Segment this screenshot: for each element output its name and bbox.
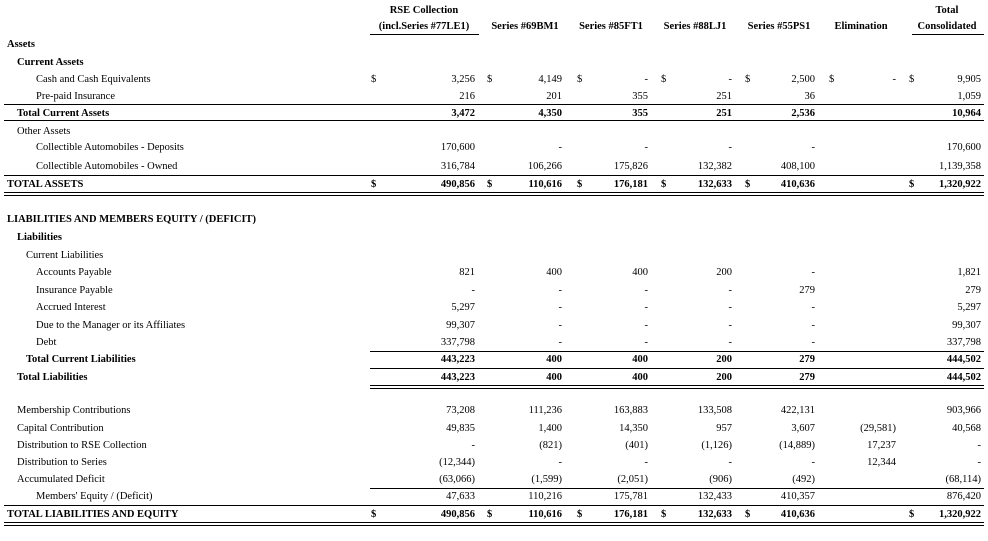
row-label: Distribution to RSE Collection — [17, 440, 147, 451]
cell-total: 337,798 — [946, 337, 981, 348]
currency-symbol: $ — [661, 179, 667, 190]
rule-line — [4, 175, 984, 176]
cell-total: 1,320,922 — [939, 509, 981, 520]
cell-rse: - — [471, 285, 475, 296]
row-label: Due to the Manager or its Affiliates — [36, 320, 186, 331]
header-underline-total — [912, 34, 984, 35]
table-row — [0, 248, 988, 264]
currency-symbol: $ — [371, 74, 377, 85]
table-row — [0, 283, 988, 299]
cell-rse: (63,066) — [439, 474, 475, 485]
cell-s85: 14,350 — [619, 423, 648, 434]
col-header-rse — [368, 5, 480, 33]
cell-s69: (1,599) — [531, 474, 562, 485]
cell-total: 1,139,358 — [939, 161, 981, 172]
cell-s55: - — [811, 142, 815, 153]
currency-symbol: $ — [487, 179, 493, 190]
cell-s88: - — [728, 320, 732, 331]
cell-total: 279 — [965, 285, 981, 296]
col-header-total-line2: Consolidated — [917, 21, 977, 32]
cell-rse: 490,856 — [440, 509, 475, 520]
currency-symbol: $ — [909, 179, 915, 190]
double-rule-line — [370, 385, 984, 389]
cell-s85: 400 — [632, 372, 648, 383]
row-label: Current Assets — [17, 57, 84, 68]
table-row — [0, 335, 988, 351]
cell-s88: 957 — [716, 423, 732, 434]
table-row — [0, 37, 988, 53]
cell-s69: - — [558, 142, 562, 153]
cell-rse: 3,472 — [451, 108, 475, 119]
cell-rse: 316,784 — [440, 161, 475, 172]
rule-line — [370, 351, 984, 352]
currency-symbol: $ — [909, 74, 915, 85]
cell-s88: - — [728, 302, 732, 313]
cell-elim: - — [892, 74, 896, 85]
col-header-rse-line2: (incl.Series #77LE1) — [378, 21, 470, 32]
cell-total: (68,114) — [945, 474, 981, 485]
cell-total: 170,600 — [946, 142, 981, 153]
cell-s88: - — [728, 457, 732, 468]
table-row — [0, 438, 988, 454]
currency-symbol: $ — [487, 74, 493, 85]
table-row — [0, 455, 988, 471]
cell-s69: 400 — [546, 354, 562, 365]
cell-s69: 1,400 — [538, 423, 562, 434]
cell-s85: - — [644, 337, 648, 348]
row-label: Members' Equity / (Deficit) — [36, 491, 153, 502]
table-row — [0, 472, 988, 488]
cell-total: 99,307 — [952, 320, 981, 331]
cell-s55: - — [811, 267, 815, 278]
rule-line — [4, 505, 984, 506]
cell-elim: 12,344 — [867, 457, 896, 468]
table-row — [0, 370, 988, 386]
cell-rse: 443,223 — [440, 354, 475, 365]
cell-s88: - — [728, 142, 732, 153]
cell-s55: - — [811, 302, 815, 313]
cell-s55: 279 — [799, 285, 815, 296]
cell-s69: 106,266 — [527, 161, 562, 172]
cell-s88: (906) — [709, 474, 732, 485]
col-header-rse-line1: RSE Collection — [389, 5, 459, 16]
table-row — [0, 212, 988, 228]
cell-s69: (821) — [539, 440, 562, 451]
row-label: Accounts Payable — [36, 267, 112, 278]
row-label: LIABILITIES AND MEMBERS EQUITY / (DEFICIT) — [7, 214, 257, 225]
cell-total: 10,964 — [952, 108, 981, 119]
cell-s88: 132,633 — [697, 509, 732, 520]
cell-s55: 422,131 — [780, 405, 815, 416]
table-row — [0, 489, 988, 505]
cell-s85: 176,181 — [613, 509, 648, 520]
row-label: Debt — [36, 337, 57, 348]
cell-rse: 5,297 — [451, 302, 475, 313]
col-header-s88: Series #88LJ1 — [663, 21, 727, 32]
header-underline-rse — [370, 34, 479, 35]
cell-rse: 73,208 — [446, 405, 475, 416]
double-rule-line — [4, 192, 984, 196]
cell-s85: - — [644, 302, 648, 313]
table-row — [0, 177, 988, 193]
cell-s88: 200 — [716, 354, 732, 365]
cell-total: - — [977, 440, 981, 451]
cell-s85: 163,883 — [613, 405, 648, 416]
row-label: TOTAL ASSETS — [7, 179, 84, 190]
cell-s69: 110,216 — [528, 491, 562, 502]
cell-s55: 279 — [799, 372, 815, 383]
cell-total: 9,905 — [957, 74, 981, 85]
cell-s85: - — [644, 320, 648, 331]
cell-s85: 355 — [632, 108, 648, 119]
row-label: Pre-paid Insurance — [36, 91, 116, 102]
cell-elim: 17,237 — [867, 440, 896, 451]
currency-symbol: $ — [745, 74, 751, 85]
cell-rse: 821 — [459, 267, 475, 278]
table-row — [0, 55, 988, 71]
cell-s55: 279 — [799, 354, 815, 365]
row-label: Collectible Automobiles - Deposits — [36, 142, 184, 153]
table-row — [0, 352, 988, 368]
rule-line — [4, 104, 984, 105]
row-label: TOTAL LIABILITIES AND EQUITY — [7, 509, 179, 520]
cell-s88: 133,508 — [697, 405, 732, 416]
rule-line — [370, 488, 984, 489]
row-label: Assets — [7, 39, 35, 50]
cell-s88: 251 — [716, 108, 732, 119]
cell-s88: 251 — [716, 91, 732, 102]
cell-s88: - — [728, 337, 732, 348]
row-label: Cash and Cash Equivalents — [36, 74, 151, 85]
cell-s55: (492) — [792, 474, 815, 485]
cell-s85: 175,826 — [613, 161, 648, 172]
cell-total: 444,502 — [946, 372, 981, 383]
cell-s55: - — [811, 457, 815, 468]
table-row — [0, 318, 988, 334]
cell-total: 903,966 — [946, 405, 981, 416]
currency-symbol: $ — [577, 509, 583, 520]
cell-s69: 400 — [546, 267, 562, 278]
currency-symbol: $ — [661, 509, 667, 520]
table-row — [0, 140, 988, 156]
col-header-total — [906, 5, 988, 33]
row-label: Accrued Interest — [36, 302, 106, 313]
cell-s55: 410,357 — [780, 491, 815, 502]
cell-rse: 490,856 — [440, 179, 475, 190]
cell-total: 1,059 — [957, 91, 981, 102]
cell-s85: 176,181 — [613, 179, 648, 190]
row-label: Current Liabilities — [26, 250, 104, 261]
cell-s55: (14,889) — [779, 440, 815, 451]
row-label: Accumulated Deficit — [17, 474, 105, 485]
col-header-s55: Series #55PS1 — [747, 21, 811, 32]
cell-s69: 4,149 — [538, 74, 562, 85]
cell-s69: - — [558, 285, 562, 296]
cell-s88: 132,633 — [697, 179, 732, 190]
cell-total: 444,502 — [946, 354, 981, 365]
currency-symbol: $ — [661, 74, 667, 85]
cell-s69: 4,350 — [538, 108, 562, 119]
currency-symbol: $ — [745, 509, 751, 520]
currency-symbol: $ — [745, 179, 751, 190]
cell-rse: 49,835 — [446, 423, 475, 434]
table-row — [0, 265, 988, 281]
cell-total: 1,320,922 — [939, 179, 981, 190]
col-header-elim: Elimination — [834, 21, 888, 32]
cell-s88: (1,126) — [701, 440, 732, 451]
cell-s88: - — [728, 285, 732, 296]
cell-rse: 337,798 — [440, 337, 475, 348]
cell-s69: - — [558, 457, 562, 468]
col-header-s69: Series #69BM1 — [491, 21, 559, 32]
rule-line — [370, 368, 984, 369]
cell-s69: 400 — [546, 372, 562, 383]
cell-s69: 110,616 — [528, 509, 562, 520]
cell-s85: 400 — [632, 267, 648, 278]
table-row — [0, 403, 988, 419]
cell-s55: 3,607 — [791, 423, 815, 434]
currency-symbol: $ — [371, 179, 377, 190]
cell-s69: - — [558, 337, 562, 348]
row-label: Total Liabilities — [17, 372, 88, 383]
table-row — [0, 72, 988, 88]
table-row — [0, 421, 988, 437]
cell-rse: 99,307 — [446, 320, 475, 331]
table-row — [0, 230, 988, 246]
row-label: Collectible Automobiles - Owned — [36, 161, 178, 172]
cell-s85: (2,051) — [617, 474, 648, 485]
cell-s88: - — [728, 74, 732, 85]
cell-rse: 3,256 — [451, 74, 475, 85]
cell-s88: 132,382 — [697, 161, 732, 172]
cell-total: 40,568 — [952, 423, 981, 434]
cell-elim: (29,581) — [860, 423, 896, 434]
currency-symbol: $ — [487, 509, 493, 520]
cell-s55: 410,636 — [780, 509, 815, 520]
currency-symbol: $ — [829, 74, 835, 85]
cell-s85: - — [644, 285, 648, 296]
cell-s55: 408,100 — [780, 161, 815, 172]
cell-s55: - — [811, 337, 815, 348]
double-rule-line — [4, 522, 984, 526]
cell-s69: 111,236 — [528, 405, 562, 416]
cell-rse: (12,344) — [439, 457, 475, 468]
cell-s85: - — [644, 74, 648, 85]
row-label: Capital Contribution — [17, 423, 104, 434]
row-label: Total Current Liabilities — [26, 354, 136, 365]
table-row — [0, 89, 988, 105]
currency-symbol: $ — [909, 509, 915, 520]
cell-s55: 36 — [804, 91, 815, 102]
row-label: Insurance Payable — [36, 285, 113, 296]
row-label: Other Assets — [17, 126, 71, 137]
cell-rse: 170,600 — [440, 142, 475, 153]
cell-s88: 200 — [716, 372, 732, 383]
cell-s88: 132,433 — [697, 491, 732, 502]
table-row — [0, 124, 988, 140]
cell-rse: 443,223 — [440, 372, 475, 383]
cell-s55: 410,636 — [780, 179, 815, 190]
cell-rse: - — [471, 440, 475, 451]
cell-total: 5,297 — [957, 302, 981, 313]
row-label: Total Current Assets — [17, 108, 110, 119]
col-header-s85: Series #85FT1 — [579, 21, 643, 32]
row-label: Liabilities — [17, 232, 62, 243]
table-row — [0, 507, 988, 523]
cell-rse: 47,633 — [446, 491, 475, 502]
table-row — [0, 300, 988, 316]
cell-s55: 2,536 — [791, 108, 815, 119]
currency-symbol: $ — [371, 509, 377, 520]
cell-s88: 200 — [716, 267, 732, 278]
cell-s85: 355 — [632, 91, 648, 102]
cell-total: 876,420 — [946, 491, 981, 502]
cell-s55: 2,500 — [791, 74, 815, 85]
cell-s85: 175,781 — [613, 491, 648, 502]
cell-rse: 216 — [459, 91, 475, 102]
cell-s69: 201 — [546, 91, 562, 102]
cell-s85: - — [644, 457, 648, 468]
cell-s55: - — [811, 320, 815, 331]
cell-s69: 110,616 — [528, 179, 562, 190]
rule-line — [4, 120, 984, 121]
cell-s85: - — [644, 142, 648, 153]
cell-s85: (401) — [625, 440, 648, 451]
cell-s69: - — [558, 320, 562, 331]
row-label: Distribution to Series — [17, 457, 107, 468]
cell-total: 1,821 — [957, 267, 981, 278]
row-label: Membership Contributions — [17, 405, 131, 416]
cell-s85: 400 — [632, 354, 648, 365]
cell-total: - — [977, 457, 981, 468]
table-row — [0, 159, 988, 175]
currency-symbol: $ — [577, 74, 583, 85]
col-header-total-line1: Total — [935, 5, 959, 16]
currency-symbol: $ — [577, 179, 583, 190]
cell-s69: - — [558, 302, 562, 313]
